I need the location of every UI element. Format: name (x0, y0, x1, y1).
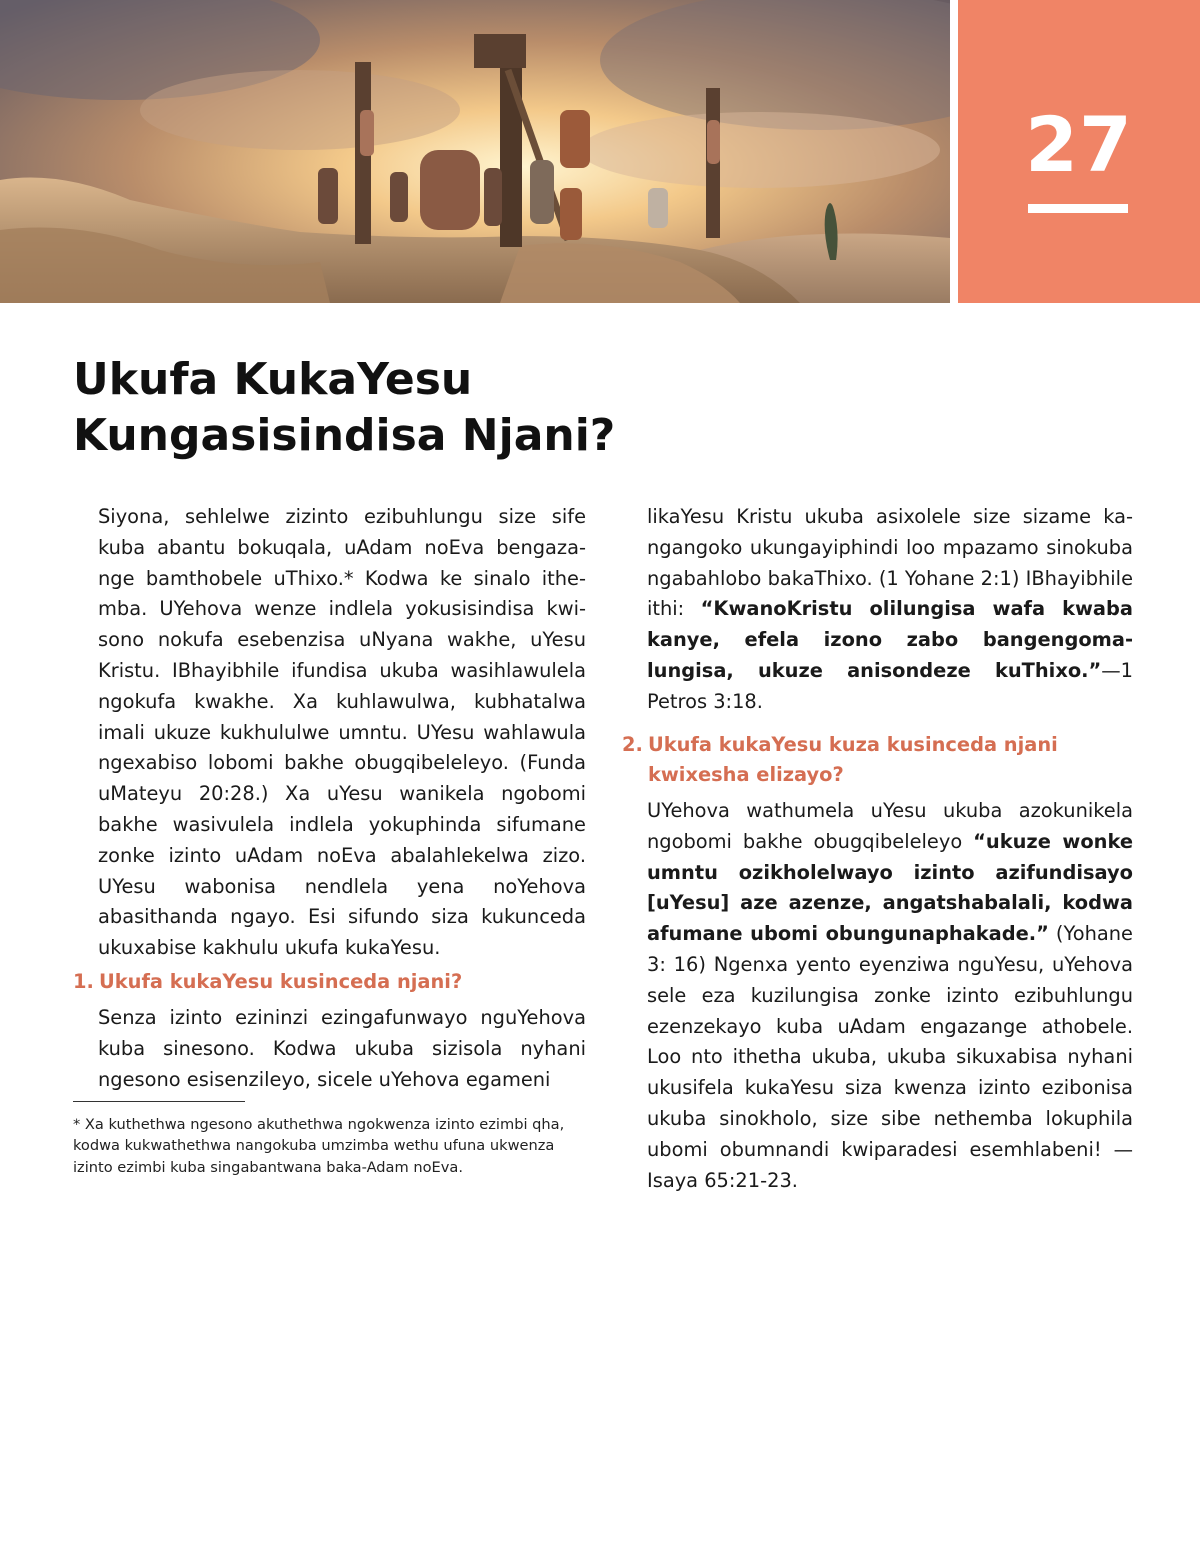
footnote: * Xa kuthethwa ngesono akuthethwa ngokwenza izinto ezimbi qha, kodwa kukwathethwa nangokuba umzimba wethu ufuna ukwenza izinto ezimbi kuba singabantwana baka-Adam noEva. (73, 1116, 565, 1176)
answer-1-right-block (647, 502, 1133, 718)
answer-1-text: likaYesu Kristu ukuba asixolele size sizame kangangoko ukungayiphindi loo mpazamo sinokuba ngabahlobo bakaThixo. (1 Yohane 2:1) IBhayibhile ithi: (647, 505, 1133, 621)
answer-2-paragraph (647, 796, 1133, 1196)
hero-image (0, 0, 950, 303)
crucifixion-scene-illustration (0, 0, 950, 303)
question-2-text-line-1: Ukufa kukaYesu kuza kusinceda njani (648, 733, 1058, 756)
scripture-quote-yohane: “ukuze wonke umntu ozikholelwayo izinto azifundisayo [uYesu] aze azenze, angatshabalali, kodwa afumane ubomi obungunaphakade.” (647, 829, 1133, 946)
question-2-heading (622, 730, 1142, 790)
question-2-text-line-2: kwixesha elizayo? (648, 763, 844, 786)
answer-1-left-paragraph: Senza izinto ezininzi ezingafunwayo nguYehova kuba sinesono. Kodwa ukuba sizisola nyhani ngesono esisenzileyo, sicele uYehova egameni (98, 1006, 586, 1091)
question-1-number: 1. (73, 970, 94, 993)
question-1-text: Ukufa kukaYesu kusinceda njani? (99, 970, 463, 993)
scripture-quote-1-petros: “KwanoKristu olilungisa wafa kwaba kanye, efela izono zabo bangengomalungisa, ukuze anisondeze kuThixo.” (647, 597, 1133, 682)
answer-2-block (647, 796, 1133, 1196)
question-2-number: 2. (622, 733, 643, 756)
intro-paragraph-block (98, 502, 586, 964)
answer-1-right-paragraph (647, 502, 1133, 718)
title-line-1: Ukufa KukaYesu (73, 354, 473, 405)
answer-1-left-block (98, 1003, 586, 1095)
badge-underline (1028, 204, 1128, 213)
footnote-divider (73, 1101, 245, 1102)
lesson-number: 27 (1025, 100, 1133, 189)
scripture-reference-1-petros: —1 Petros 3:18. (647, 658, 1133, 713)
question-1-heading (73, 967, 593, 997)
lesson-number-badge (958, 0, 1200, 303)
page-title (73, 352, 773, 464)
answer-2-text-start: UYehova wathumela uYesu ukuba azokunikela ngobomi bakhe obugqibeleleyo (647, 799, 1133, 853)
intro-paragraph: Siyona, sehlelwe zizinto ezibuhlungu size sife kuba abantu bokuqala, uAdam noEva bengazange bamthobele uThixo.* Kodwa ke sinalo ithemba. UYehova wenze indlela yokusisindisa kwisono nokufa esebenzisa uNyana wakhe, uYesu Kristu. IBhayibhile ifundisa ukuba wasihlawulela ngokufa kwakhe. Xa kuhlawulwa, kubhatalwa imali ukuze kukhululwe umntu. UYesu wahlawula ngexabiso lobomi bakhe obugqibeleleyo. (Funda uMateyu 20:28.) Xa uYesu wanikela ngobomi bakhe wasivulela indlela yokuphinda sifumane zonke izinto uAdam noEva abalahlekelwa zizo. UYesu wabonisa nendlela yena noYehova abasithanda ngayo. Esi sifundo siza kukunceda ukuxabise kakhulu ukufa kukaYesu. (98, 505, 586, 960)
title-line-2: Kungasisindisa Njani? (73, 410, 616, 461)
answer-2-text-end: (Yohane 3: 16) Ngenxa yento eyenziwa nguYesu, uYehova sele eza kuzilungisa zonke izinto ezibuhlungu ezenzekayo kuba uAdam engazange athobele. Loo nto ithetha ukuba, ukuba sikuxabisa nyhani ukusifela kukaYesu siza kwenza izinto ezibonisa ukuba sinokholo, size sibe nethemba lokuphila ubomi obumnandi kwiparadesi esemhlabeni! —Isaya 65:21-23. (647, 922, 1133, 1192)
